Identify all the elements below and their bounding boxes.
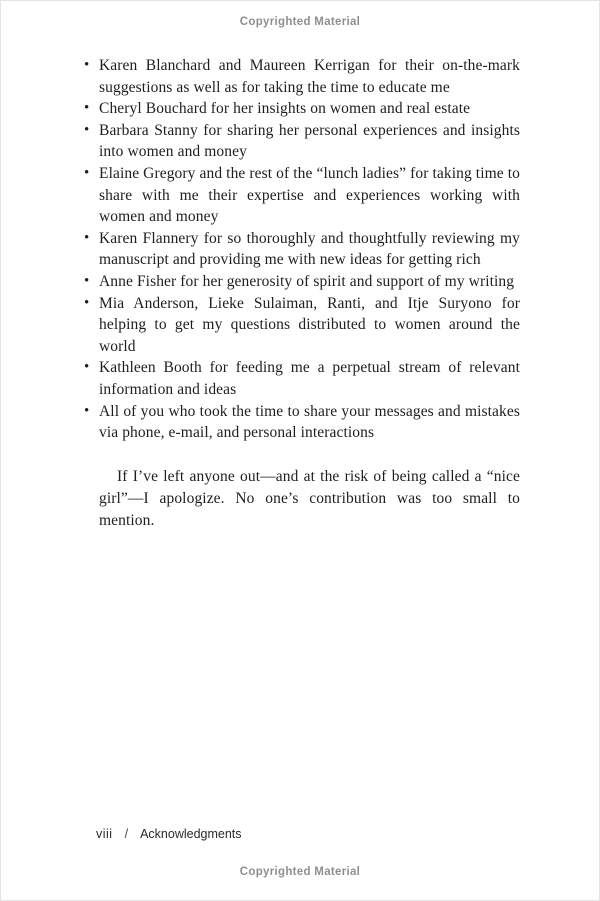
list-item bbox=[84, 163, 520, 228]
bullet-icon: • bbox=[84, 164, 90, 181]
bullet-icon: • bbox=[84, 294, 90, 311]
list-item-text: Cheryl Bouchard for her insights on women and real estate bbox=[99, 100, 471, 118]
list-item-text: Mia Anderson, Lieke Sulaiman, Ranti, and Itje Suryono for helping to get my questions distributed to women around the world bbox=[99, 294, 520, 355]
copyright-watermark-top: Copyrighted Material bbox=[239, 16, 361, 28]
list-item bbox=[84, 55, 520, 98]
list-item-text: Karen Flannery for so thoroughly and thoughtfully reviewing my manuscript and providing me with new ideas for getting rich bbox=[99, 229, 520, 269]
footer-separator: / bbox=[124, 827, 129, 841]
list-item bbox=[84, 357, 520, 400]
page-content bbox=[84, 55, 520, 532]
page-number: viii bbox=[96, 827, 113, 841]
bullet-icon: • bbox=[84, 100, 90, 117]
list-item-text: Elaine Gregory and the rest of the “lunch ladies” for taking time to share with me their expertise and experiences working with women and money bbox=[99, 164, 520, 226]
bullet-icon: • bbox=[84, 57, 90, 73]
copyright-watermark-bottom: Copyrighted Material bbox=[239, 866, 361, 878]
bullet-icon: • bbox=[84, 121, 90, 138]
list-item-text: Anne Fisher for her generosity of spirit and support of my writing bbox=[99, 272, 515, 290]
list-item bbox=[84, 98, 520, 120]
bullet-icon: • bbox=[84, 402, 90, 419]
list-item bbox=[84, 120, 520, 163]
bullet-icon: • bbox=[84, 272, 90, 289]
list-item-text: Kathleen Booth for feeding me a perpetual stream of relevant information and ideas bbox=[99, 359, 520, 398]
running-footer bbox=[96, 827, 242, 841]
bullet-icon: • bbox=[84, 229, 90, 246]
list-item bbox=[84, 401, 520, 444]
bullet-icon: • bbox=[84, 359, 90, 376]
list-item-text: Barbara Stanny for sharing her personal experiences and insights into women and money bbox=[99, 121, 520, 161]
list-item-text: All of you who took the time to share your messages and mistakes via phone, e-mail, and personal interactions bbox=[99, 402, 520, 442]
list-item bbox=[84, 271, 520, 293]
list-item bbox=[84, 228, 520, 271]
list-item-text: Karen Blanchard and Maureen Kerrigan for their on-the-mark suggestions as well as for taking the time to educate me bbox=[99, 57, 520, 96]
list-item bbox=[84, 293, 520, 358]
acknowledgments-list bbox=[84, 55, 520, 444]
closing-paragraph: If I’ve left anyone out—and at the risk of being called a “nice girl”—I apologize. No one’s contribution was too small to mention. bbox=[99, 467, 520, 529]
footer-section-title: Acknowledgments bbox=[140, 827, 242, 841]
